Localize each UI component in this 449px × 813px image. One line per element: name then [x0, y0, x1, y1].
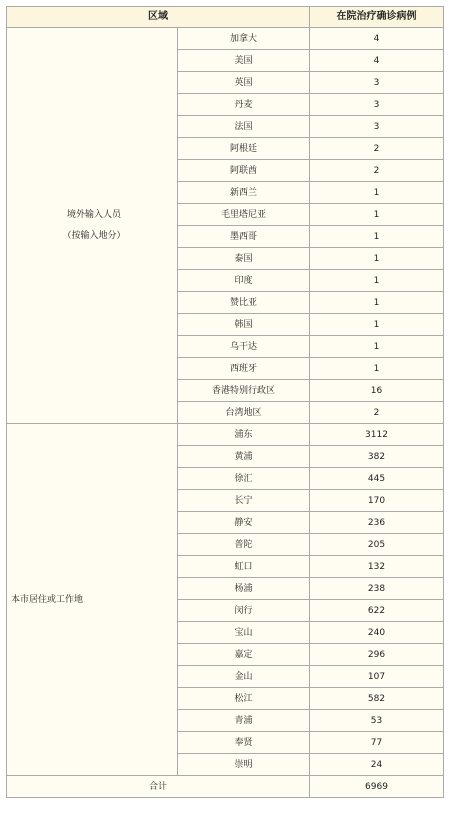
district-name: 闵行: [178, 600, 310, 622]
case-count: 1: [310, 336, 444, 358]
district-name: 松江: [178, 688, 310, 710]
place-name: 印度: [178, 270, 310, 292]
cases-table: [6, 6, 444, 798]
district-name: 崇明: [178, 754, 310, 776]
case-count: 2: [310, 160, 444, 182]
place-name: 泰国: [178, 248, 310, 270]
case-count: 4: [310, 28, 444, 50]
case-count: 53: [310, 710, 444, 732]
case-count: 170: [310, 490, 444, 512]
district-name: 徐汇: [178, 468, 310, 490]
case-count: 2: [310, 402, 444, 424]
case-count: 1: [310, 314, 444, 336]
case-count: 240: [310, 622, 444, 644]
group-imported: [7, 28, 178, 424]
case-count: 107: [310, 666, 444, 688]
total-value: 6969: [310, 776, 444, 798]
district-name: 奉贤: [178, 732, 310, 754]
case-count: 1: [310, 204, 444, 226]
case-count: 1: [310, 358, 444, 380]
total-label: 合计: [7, 776, 310, 798]
table-row: [7, 28, 444, 50]
cases-header: 在院治疗确诊病例: [310, 7, 444, 28]
total-row: [7, 776, 444, 798]
place-name: 墨西哥: [178, 226, 310, 248]
place-name: 西班牙: [178, 358, 310, 380]
district-name: 杨浦: [178, 578, 310, 600]
case-count: 2: [310, 138, 444, 160]
place-name: 英国: [178, 72, 310, 94]
case-count: 382: [310, 446, 444, 468]
place-name: 韩国: [178, 314, 310, 336]
group-local: 本市居住或工作地: [7, 424, 178, 776]
header-row: [7, 7, 444, 28]
case-count: 3: [310, 116, 444, 138]
case-count: 1: [310, 248, 444, 270]
group-sublabel: （按输入地分）: [62, 231, 126, 241]
case-count: 1: [310, 292, 444, 314]
case-count: 24: [310, 754, 444, 776]
place-name: 丹麦: [178, 94, 310, 116]
place-name: 阿根廷: [178, 138, 310, 160]
district-name: 宝山: [178, 622, 310, 644]
place-name: 香港特别行政区: [178, 380, 310, 402]
place-name: 台湾地区: [178, 402, 310, 424]
case-count: 236: [310, 512, 444, 534]
case-count: 132: [310, 556, 444, 578]
case-count: 3112: [310, 424, 444, 446]
district-name: 静安: [178, 512, 310, 534]
case-count: 296: [310, 644, 444, 666]
place-name: 毛里塔尼亚: [178, 204, 310, 226]
case-count: 16: [310, 380, 444, 402]
case-count: 3: [310, 72, 444, 94]
place-name: 新西兰: [178, 182, 310, 204]
case-count: 4: [310, 50, 444, 72]
case-count: 77: [310, 732, 444, 754]
district-name: 青浦: [178, 710, 310, 732]
district-name: 虹口: [178, 556, 310, 578]
district-name: 嘉定: [178, 644, 310, 666]
place-name: 乌干达: [178, 336, 310, 358]
case-count: 1: [310, 182, 444, 204]
case-count: 622: [310, 600, 444, 622]
district-name: 普陀: [178, 534, 310, 556]
case-count: 582: [310, 688, 444, 710]
district-name: 金山: [178, 666, 310, 688]
place-name: 法国: [178, 116, 310, 138]
district-name: 浦东: [178, 424, 310, 446]
place-name: 美国: [178, 50, 310, 72]
case-count: 445: [310, 468, 444, 490]
case-count: 238: [310, 578, 444, 600]
group-label: 境外输入人员: [66, 210, 121, 220]
district-name: 长宁: [178, 490, 310, 512]
region-header: 区域: [7, 7, 310, 28]
case-count: 205: [310, 534, 444, 556]
table-row: [7, 424, 444, 446]
case-count: 1: [310, 270, 444, 292]
place-name: 赞比亚: [178, 292, 310, 314]
place-name: 加拿大: [178, 28, 310, 50]
place-name: 阿联酋: [178, 160, 310, 182]
case-count: 1: [310, 226, 444, 248]
district-name: 黄浦: [178, 446, 310, 468]
case-count: 3: [310, 94, 444, 116]
